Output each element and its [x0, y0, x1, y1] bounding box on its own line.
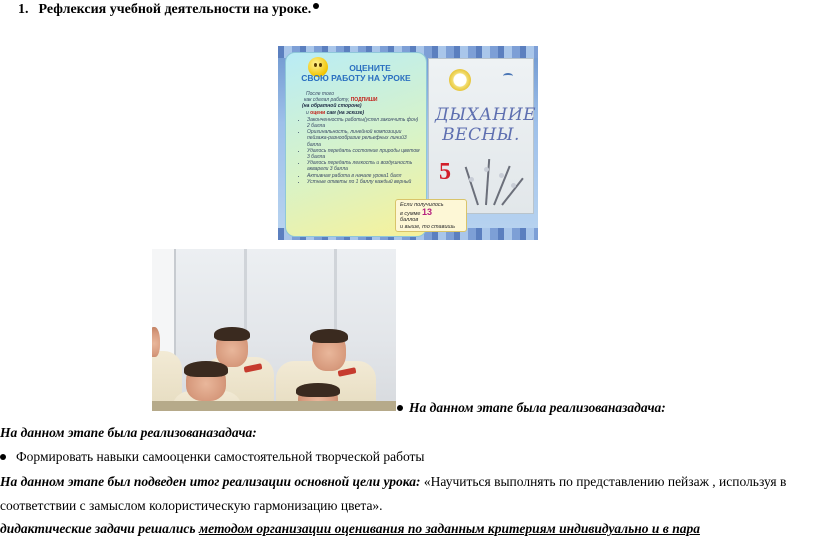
book-cover-image — [428, 58, 537, 214]
bullet-icon — [397, 405, 403, 411]
criteria-item: • Удалось передать легкость и воздушность акварели 3 балла — [307, 160, 420, 172]
photo-caption — [397, 400, 666, 416]
willow-twig — [465, 167, 479, 206]
card-instructions — [300, 91, 420, 185]
stage-task-heading: На данном этапе была реализованазадача: — [0, 425, 257, 440]
note-line — [400, 206, 462, 218]
card-intro-line: После того — [306, 91, 334, 97]
criteria-item: • Оригинальность, линейной композиции пейзажа-разнообразие рельефных линий3 балла — [307, 129, 420, 148]
card-intro-rate: оцени — [310, 109, 326, 116]
didactic-tasks-prefix: дидактические задачи решались — [0, 521, 199, 536]
willow-bud — [484, 167, 489, 172]
card-title — [286, 63, 426, 83]
student-head — [152, 327, 160, 357]
heading-text: Рефлексия учебной деятельности на уроке. — [38, 2, 312, 17]
didactic-tasks-method: методом организации оценивания по заданным критериям индивидуально и в пара — [198, 521, 700, 536]
didactic-tasks-line — [0, 521, 700, 537]
classroom-photo — [152, 249, 396, 411]
student-hair — [184, 361, 228, 377]
card-title-line-2: СВОЮ РАБОТУ НА УРОКЕ — [301, 73, 411, 83]
student-hair — [310, 329, 348, 343]
lesson-goal-paragraph — [0, 474, 786, 490]
note-line: баллов — [400, 217, 419, 224]
criteria-item: • Устные ответы по 1 баллу каждый верный — [307, 179, 420, 185]
card-intro-self: сам (на эскизе) — [326, 109, 365, 116]
willow-bud — [511, 183, 516, 188]
task-bullet-text: Формировать навыки самооценки самостоятельной творческой работы — [16, 449, 425, 464]
willow-twig — [493, 166, 511, 206]
willow-twig — [501, 178, 524, 206]
bullet-icon — [0, 454, 6, 460]
card-intro-and: и — [306, 109, 309, 116]
book-title — [435, 105, 537, 145]
lesson-goal-label: На данном этапе был подведен итог реализации основной цели урока: — [0, 474, 421, 489]
willow-bud — [469, 177, 474, 182]
willow-bud — [499, 173, 504, 178]
criteria-item: • Законченность работы(успел закончить фон) 2 балла — [307, 117, 420, 129]
card-intro-sign: ПОДПИШИ — [350, 97, 378, 104]
score-note — [395, 199, 467, 232]
grade-mark: 5 — [439, 159, 451, 185]
note-score: 13 — [421, 206, 432, 217]
section-heading — [18, 2, 319, 18]
lesson-goal-text: «Научиться выполнять по представлению пейзаж , используя в — [420, 474, 787, 489]
student-hair — [296, 383, 340, 397]
note-prefix: в сумме — [400, 210, 421, 217]
criteria-item: • Активная работа в начале урока1 балл — [307, 173, 420, 179]
photo-desk — [152, 401, 396, 411]
bird-icon — [503, 73, 513, 79]
criteria-item: • Удалось передать состояние природы цветом 3 балла — [307, 148, 420, 160]
card-intro-line — [300, 110, 420, 116]
student-hair — [214, 327, 250, 341]
card-intro-line: (на обратной стороне) — [302, 103, 362, 110]
reflection-slide-image — [278, 46, 538, 240]
book-title-line-2: ВЕСНЫ. — [442, 125, 520, 145]
heading-number: 1. — [18, 2, 29, 17]
card-intro-text: как сделал работу, — [304, 97, 350, 104]
criteria-list — [300, 117, 420, 185]
note-line: и выше, то ставишь — [400, 223, 456, 230]
photo-caption-text: На данном этапе была реализованазадача: — [409, 400, 666, 415]
task-bullet-item — [0, 449, 425, 465]
lesson-goal-continuation: соответствии с замыслом колористическую гармонизацию цвета». — [0, 498, 383, 513]
note-line: Если получилось — [400, 202, 444, 208]
sun-icon — [449, 69, 471, 91]
book-title-line-1: ДЫХАНИЕ — [435, 105, 537, 125]
card-title-line-1: ОЦЕНИТЕ — [349, 63, 391, 73]
bullet-icon — [313, 3, 319, 9]
willow-twig — [485, 159, 490, 205]
